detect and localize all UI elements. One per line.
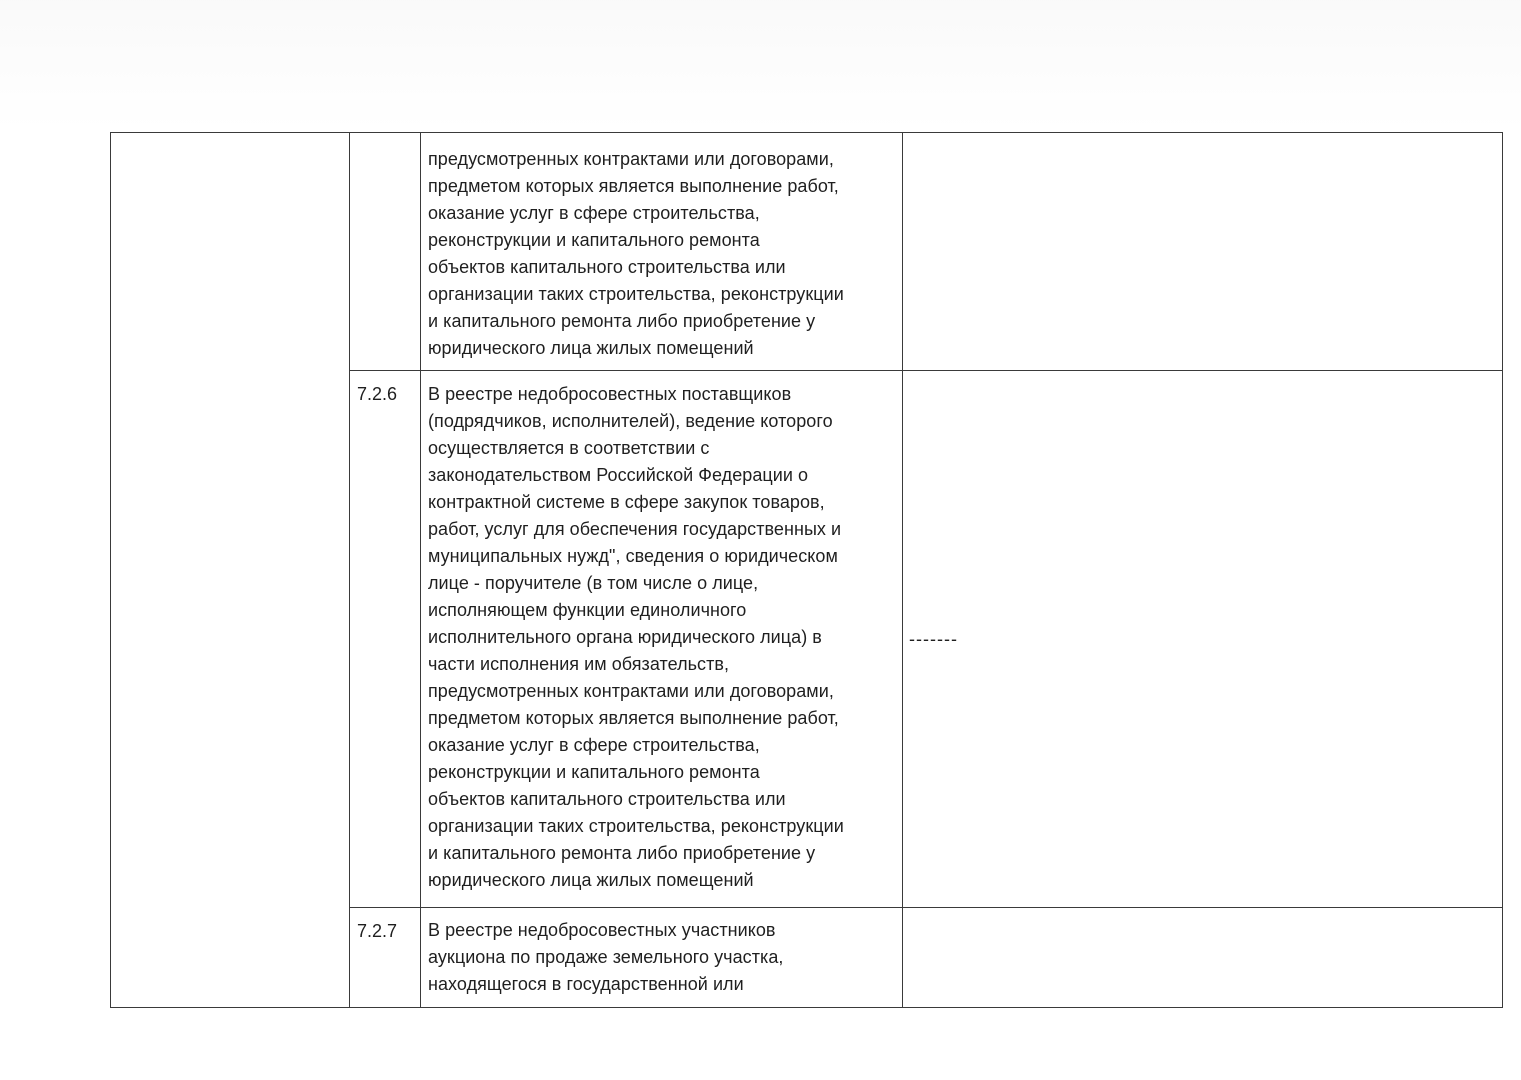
table-row [111, 133, 1503, 371]
item-number: 7.2.6 [357, 384, 398, 404]
item-text-cell [421, 371, 903, 908]
item-value-cell [903, 908, 1503, 1008]
item-text: В реестре недобросовестных поставщиков (подрядчиков, исполнителей), ведение которого осуществляется в соответствии с законодательством Российской Федерации о контрактной системе в сфере закупок товаров, работ, услуг для обеспечения государственных и муниципальных нужд", сведения о юридическом лице - поручителе (в том числе о лице, исполняющем функции единоличного исполнительного органа юридического лица) в части исполнения им обязательств, предусмотренных контрактами или договорами, предметом которых является выполнение работ, оказание услуг в сфере строительства, реконструкции и капитального ремонта объектов капитального строительства или организации таких строительства, реконструкции и капитального ремонта либо приобретение у юридического лица жилых помещений [428, 384, 844, 890]
item-value-cell [903, 133, 1503, 371]
item-number [350, 133, 420, 143]
item-text-cell [421, 908, 903, 1008]
document-table [110, 132, 1503, 1008]
item-value-cell [903, 371, 1503, 908]
item-number-cell [350, 908, 421, 1008]
item-text-cell [421, 133, 903, 371]
scan-shading [0, 0, 1521, 130]
merged-section-cell [111, 133, 350, 1008]
item-text: предусмотренных контрактами или договорами, предметом которых является выполнение работ, оказание услуг в сфере строительства, реконструкции и капитального ремонта объектов капитального строительства или организации таких строительства, реконструкции и капитального ремонта либо приобретение у юридического лица жилых помещений [428, 149, 844, 358]
item-number-cell [350, 371, 421, 908]
item-number: 7.2.7 [357, 921, 398, 941]
item-text: В реестре недобросовестных участников аукциона по продаже земельного участка, находящегося в государственной или [428, 920, 784, 994]
item-value: ------- [909, 628, 958, 649]
item-number-cell [350, 133, 421, 371]
